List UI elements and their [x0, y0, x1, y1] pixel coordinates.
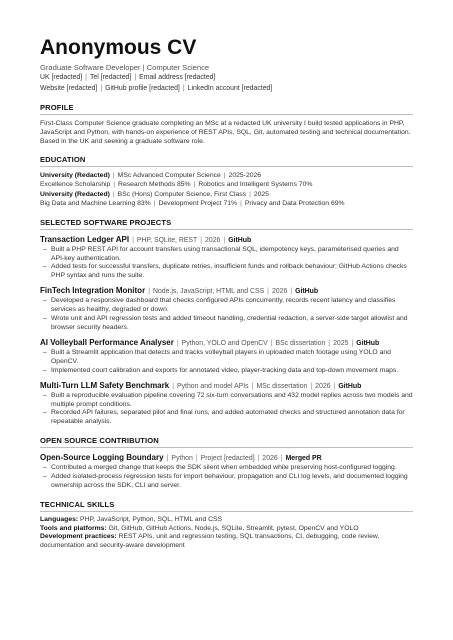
detail: Development Project 71%	[158, 200, 238, 208]
cv-header	[40, 36, 413, 94]
contribution-year: 2026	[262, 455, 278, 463]
detail: Privacy and Data Protection 69%	[244, 200, 345, 208]
education-entry: University (Redacted) | MSc Advanced Computer Science | 2025-2026	[40, 172, 262, 179]
education-details: Excellence Scholarship | Research Methods 85% | Robotics and Intelligent Systems 70%	[40, 181, 313, 189]
list-item: – Added tests for successful transfers, duplicate retries, insufficient funds and rollback behaviour; GitHub Actions checks PHP syntax and runs the suite.	[40, 263, 413, 281]
list-item: – Developed a responsive dashboard that checks configured APIs concurrently, records recent latency and classifies services as healthy, degraded or down.	[40, 297, 413, 315]
project-header: AI Volleyball Performance Analyser | Python, YOLO and OpenCV | BSc dissertation | 2025 | GitHub	[40, 337, 380, 347]
github-link[interactable]: GitHub	[228, 236, 252, 244]
phone: Tel [redacted]	[89, 74, 132, 81]
dates: 2025-2026	[228, 172, 262, 179]
headline-role: Graduate Software Developer	[40, 63, 141, 72]
skill-value: REST APIs, unit and regression testing, SQL transactions, CI, debugging, code review, documentation and security-aware development	[40, 533, 380, 549]
school-name: University (Redacted)	[40, 190, 110, 198]
project-name: Transaction Ledger API	[40, 234, 130, 244]
skill-value: PHP, JavaScript, Python, SQL, HTML and CSS	[80, 515, 223, 523]
project-header: FinTech Integration Monitor | Node.js, JavaScript, HTML and CSS | 2026 | GitHub	[40, 286, 319, 296]
project-name: AI Volleyball Performance Analyser	[40, 337, 174, 347]
school-name: University (Redacted)	[40, 172, 110, 179]
project-bullets	[40, 246, 413, 282]
detail: Research Methods 85%	[118, 181, 191, 189]
github-link[interactable]: GitHub	[338, 382, 362, 390]
project-bullets	[40, 349, 413, 376]
location: UK [redacted]	[40, 74, 83, 81]
skill-row	[40, 525, 413, 534]
candidate-name: Anonymous CV	[40, 36, 197, 59]
project-header: Multi-Turn LLM Safety Benchmark | Python and model APIs | MSc dissertation | 2026 | GitHub	[40, 380, 362, 390]
project-year: 2026	[271, 288, 288, 296]
list-item: – Recorded API failures, separated pilot and final runs, and added automated checks and structured annotation data for repeatable analysis.	[40, 409, 413, 427]
project-bullets	[40, 392, 413, 428]
project-stack: Node.js, JavaScript, HTML and CSS	[152, 288, 265, 296]
dates: 2025	[253, 190, 269, 198]
skill-label: Development practices:	[40, 533, 117, 541]
project-year: 2026	[205, 236, 221, 244]
linkedin-link[interactable]: LinkedIn account [redacted]	[187, 84, 273, 92]
project-item	[40, 286, 413, 333]
github-link[interactable]: GitHub	[295, 288, 319, 296]
list-item: – Implemented court calibration and exports for annotated video, player-tracking data and top-down movement maps.	[40, 367, 413, 376]
website-link[interactable]: Website [redacted]	[40, 84, 98, 92]
contribution-name: Open-Source Logging Boundary	[40, 453, 164, 463]
project-stack: Python and model APIs	[177, 382, 249, 390]
contribution-header: Open-Source Logging Boundary | Python | Project [redacted] | 2026 | Merged PR	[40, 453, 322, 463]
headline-field: Computer Science	[146, 63, 210, 72]
skill-row	[40, 533, 413, 550]
profile-text: First-Class Computer Science graduate completing an MSc at a redacted UK university I build tested applications in PHP, JavaScript and Python, with hands-on experience of REST APIs, SQL, Git, automated testing and technical documentation. Based in the UK and seeking a graduate software role.	[40, 120, 411, 145]
detail: Robotics and Intelligent Systems 70%	[198, 181, 313, 189]
detail: Excellence Scholarship	[40, 181, 111, 189]
project-name: FinTech Integration Monitor	[40, 286, 146, 296]
list-item: – Contributed a merged change that keeps the SDK silent when embedded while preserving host-configured logging.	[40, 464, 413, 473]
links-line: Website [redacted] | GitHub profile [redacted] | LinkedIn account [redacted]	[40, 84, 273, 92]
section-title: EDUCATION	[40, 155, 413, 167]
contribution-item	[40, 453, 413, 491]
section-title: TECHNICAL SKILLS	[40, 500, 413, 512]
section-title: SELECTED SOFTWARE PROJECTS	[40, 218, 413, 230]
degree: MSc Advanced Computer Science	[117, 172, 221, 179]
project-name: Multi-Turn LLM Safety Benchmark	[40, 380, 170, 390]
list-item: – Wrote unit and API regression tests and added timeout handling, credential redaction, a server-side target allowlist and browser security headers.	[40, 315, 413, 333]
list-item: – Built a Streamlit application that detects and tracks volleyball players in uploaded match footage using YOLO and OpenCV.	[40, 349, 413, 367]
profile-section	[40, 103, 413, 146]
degree: BSc (Hons) Computer Science, First Class	[117, 190, 247, 198]
section-title: PROFILE	[40, 103, 413, 115]
list-item: – Added isolated-process regression tests for import behaviour, propagation and CLI log levels, and documented logging ownership across the SDK, CLI and server.	[40, 473, 413, 491]
email-link[interactable]: Email address [redacted]	[139, 74, 216, 81]
skills-section	[40, 500, 413, 550]
project-stack: PHP, SQLite, REST	[136, 236, 198, 244]
project-context: MSc dissertation	[256, 382, 308, 390]
education-entry: University (Redacted) | BSc (Hons) Computer Science, First Class | 2025	[40, 190, 269, 198]
project-header: Transaction Ledger API | PHP, SQLite, REST | 2026 | GitHub	[40, 234, 252, 244]
project-year: 2026	[315, 382, 331, 390]
detail: Big Data and Machine Learning 83%	[40, 200, 151, 208]
project-year: 2025	[333, 339, 349, 347]
education-section	[40, 155, 413, 209]
project-context: BSc dissertation	[275, 339, 326, 347]
github-profile-link[interactable]: GitHub profile [redacted]	[105, 84, 180, 92]
merged-pr-link[interactable]: Merged PR	[285, 455, 322, 463]
github-link[interactable]: GitHub	[356, 339, 380, 347]
list-item: – Built a PHP REST API for account transfers using transactional SQL, idempotency keys, parameterised queries and API-key authentication.	[40, 246, 413, 264]
open-source-section	[40, 436, 413, 491]
list-item: – Built a reproducible evaluation pipeline covering 72 six-turn conversations and 432 model replies across two models and multiple prompt conditions.	[40, 392, 413, 410]
project-item	[40, 381, 413, 428]
project-stack: Python, YOLO and OpenCV	[181, 339, 268, 347]
projects-section	[40, 218, 413, 428]
project-item	[40, 338, 413, 376]
separator: |	[140, 63, 147, 72]
education-details: Big Data and Machine Learning 83% | Development Project 71% | Privacy and Data Protection 69%	[40, 200, 345, 208]
skill-value: Git, GitHub, GitHub Actions, Node.js, SQLite, Streamlit, pytest, OpenCV and YOLO	[108, 524, 359, 532]
contribution-project: Project [redacted]	[200, 455, 255, 463]
skill-label: Tools and platforms:	[40, 524, 107, 532]
contribution-bullets	[40, 464, 413, 491]
section-title: OPEN SOURCE CONTRIBUTION	[40, 436, 413, 448]
headline	[40, 63, 413, 73]
contact-line: UK [redacted] | Tel [redacted] | Email address [redacted]	[40, 74, 216, 81]
skill-label: Languages:	[40, 515, 79, 523]
project-bullets	[40, 297, 413, 333]
project-item	[40, 235, 413, 282]
contribution-language: Python	[171, 455, 193, 463]
skill-row	[40, 516, 413, 525]
